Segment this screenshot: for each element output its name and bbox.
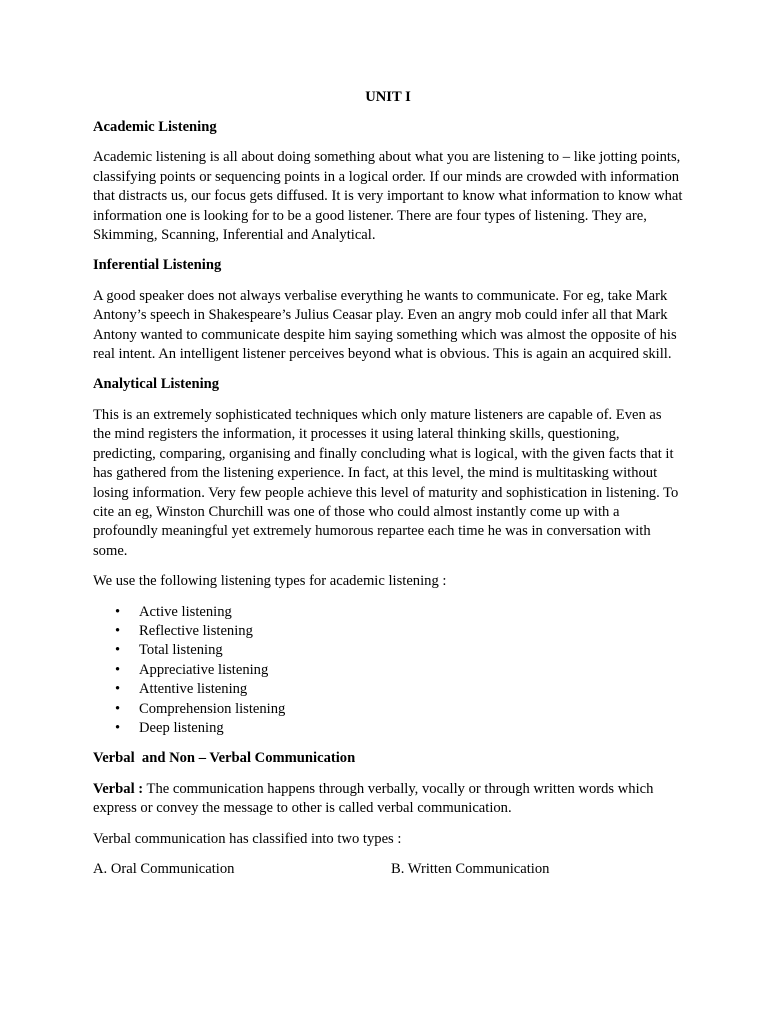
heading-academic-listening: Academic Listening bbox=[93, 119, 217, 135]
list-item bbox=[93, 641, 683, 660]
written-communication-label: B. Written Communication bbox=[391, 861, 550, 877]
list-item bbox=[93, 661, 683, 680]
paragraph-inferential-listening: A good speaker does not always verbalise everything he wants to communicate. For eg, take Mark Antony’s speech in Shakespeare’s Julius Ceasar play. Even an angry mob could infer all that Mark Antony wanted to communicate despite him saying something which was almost the opposite of his real intent. An intelligent listener perceives beyond what is obvious. This is again an acquired skill. bbox=[93, 287, 677, 363]
list-item-label: Comprehension listening bbox=[139, 700, 286, 717]
list-item-label: Reflective listening bbox=[139, 622, 253, 639]
list-item bbox=[93, 622, 683, 641]
bullet-icon: • bbox=[115, 603, 121, 620]
verbal-definition-text: The communication happens through verbally, vocally or through written words which express or convey the message to other is called verbal communication. bbox=[93, 780, 654, 817]
heading-verbal-communication: Verbal and Non – Verbal Communication bbox=[93, 750, 356, 767]
bullet-icon: • bbox=[115, 700, 121, 717]
page-title: UNIT I bbox=[365, 89, 411, 105]
document-content bbox=[93, 88, 683, 879]
listening-types-intro: We use the following listening types for academic listening : bbox=[93, 573, 447, 590]
paragraph-verbal-types-intro: Verbal communication has classified into two types : bbox=[93, 830, 402, 847]
bullet-icon: • bbox=[115, 642, 121, 659]
list-item-label: Total listening bbox=[139, 642, 223, 659]
oral-communication-label: A. Oral Communication bbox=[93, 861, 235, 877]
paragraph-verbal-definition bbox=[93, 780, 683, 819]
bullet-icon: • bbox=[115, 719, 121, 736]
list-item-label: Attentive listening bbox=[139, 681, 248, 698]
heading-analytical-listening: Analytical Listening bbox=[93, 376, 220, 393]
verbal-label: Verbal : bbox=[93, 780, 144, 797]
list-item bbox=[93, 719, 683, 738]
list-item bbox=[93, 680, 683, 699]
list-item-label: Active listening bbox=[139, 603, 232, 620]
list-item bbox=[93, 700, 683, 719]
bullet-icon: • bbox=[115, 661, 121, 678]
verbal-types-row bbox=[93, 860, 683, 879]
list-item-label: Deep listening bbox=[139, 719, 224, 736]
listening-types-list bbox=[93, 603, 683, 739]
list-item bbox=[93, 603, 683, 622]
paragraph-analytical-listening: This is an extremely sophisticated techniques which only mature listeners are capable of. Even as the mind registers the information, it processes it using lateral thinking skills, questioning, predicting, comparing, organising and finally concluding what is logical, with the given facts that it has gathered from the listening experience. In fact, at this level, the mind is multitasking without losing information. Very few people achieve this level of maturity and sophistication in listening. To cite an eg, Winston Churchill was one of those who could almost instantly come up with a profoundly meaningful yet extremely humorous repartee each time he was in conversation with some. bbox=[93, 406, 679, 559]
heading-inferential-listening: Inferential Listening bbox=[93, 257, 222, 274]
paragraph-academic-listening: Academic listening is all about doing something about what you are listening to – like jotting points, classifying points or sequencing points in a logical order. If our minds are crowded with information that distracts us, our focus gets diffused. It is very important to know what information to know what information one is looking for to be a good listener. There are four types of listening. They are, Skimming, Scanning, Inferential and Analytical. bbox=[93, 149, 683, 244]
bullet-icon: • bbox=[115, 681, 121, 698]
bullet-icon: • bbox=[115, 622, 121, 639]
list-item-label: Appreciative listening bbox=[139, 661, 269, 678]
